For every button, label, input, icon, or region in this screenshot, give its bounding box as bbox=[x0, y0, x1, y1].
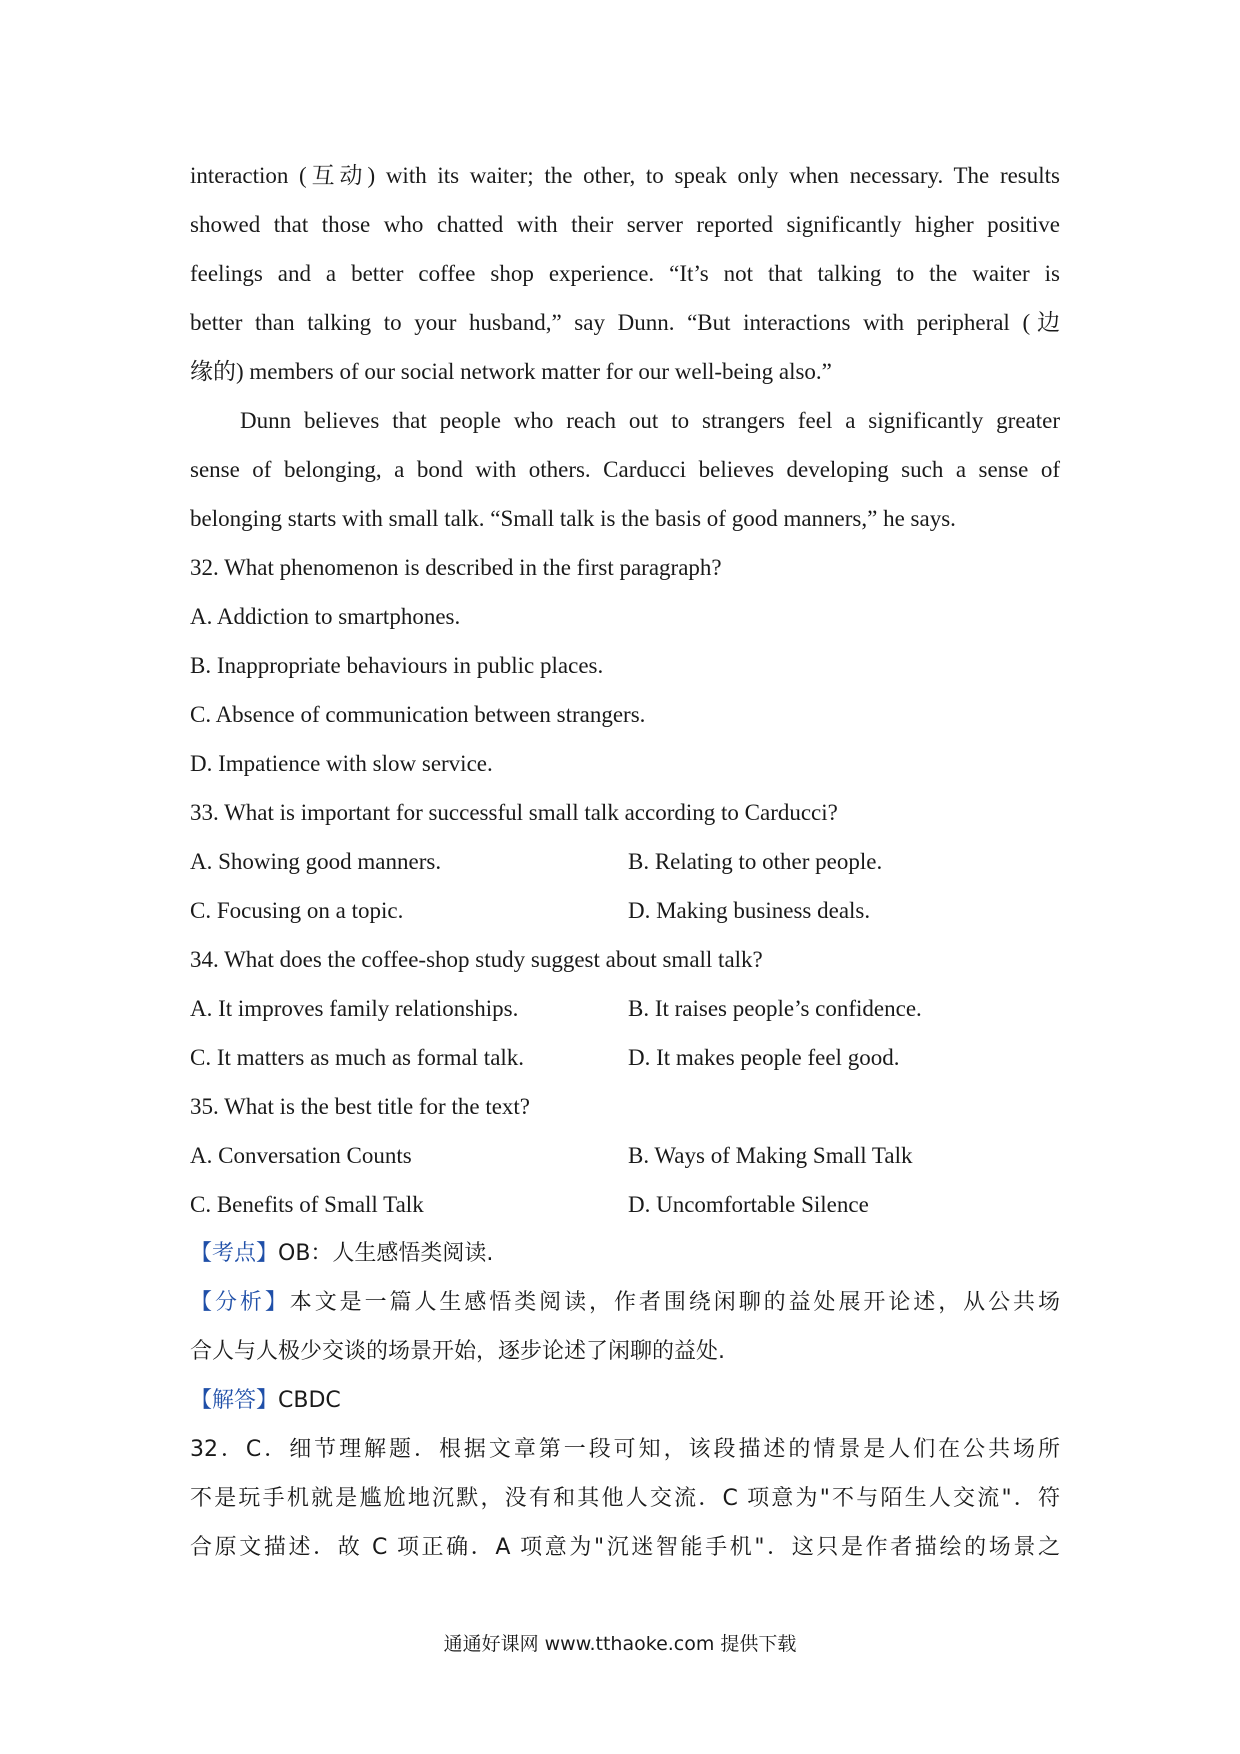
passage-line: better than talking to your husband,” say Dunn. “But interactions with peripheral (边 bbox=[190, 310, 1060, 335]
question-35-options-row bbox=[190, 1189, 1060, 1221]
explanation-line: 不是玩手机就是尴尬地沉默，没有和其他人交流．C 项意为"不与陌生人交流"．符 bbox=[190, 1486, 1060, 1511]
question-35-stem: 35. What is the best title for the text? bbox=[190, 1094, 531, 1119]
passage-line: showed that those who chatted with their server reported significantly higher positive bbox=[190, 212, 1060, 237]
question-34-option-a: A. It improves family relationships. bbox=[190, 996, 519, 1021]
question-32-stem: 32. What phenomenon is described in the first paragraph? bbox=[190, 555, 722, 580]
question-33-options-row bbox=[190, 895, 1060, 927]
question-33-option-b: B. Relating to other people. bbox=[628, 849, 883, 874]
fenxi-tag: 【分析】 bbox=[190, 1290, 290, 1315]
question-35-option-b: B. Ways of Making Small Talk bbox=[628, 1143, 913, 1168]
jieda-tag: 【解答】 bbox=[190, 1388, 279, 1413]
question-34-option-c: C. It matters as much as formal talk. bbox=[190, 1045, 525, 1070]
question-34-option-d: D. It makes people feel good. bbox=[628, 1045, 900, 1070]
kaodian-text: OB：人生感悟类阅读. bbox=[278, 1241, 494, 1266]
kaodian-tag: 【考点】 bbox=[190, 1241, 279, 1266]
analysis-fenxi-cont: 合人与人极少交谈的场景开始，逐步论述了闲聊的益处. bbox=[190, 1339, 725, 1364]
question-32-option-a: A. Addiction to smartphones. bbox=[190, 604, 461, 629]
question-32-option-c: C. Absence of communication between strangers. bbox=[190, 702, 646, 727]
passage-line: interaction (互动) with its waiter; the other, to speak only when necessary. The results bbox=[190, 163, 1060, 188]
explanation-line: 合原文描述．故 C 项正确．A 项意为"沉迷智能手机"．这只是作者描绘的场景之 bbox=[190, 1535, 1060, 1560]
page-footer: 通通好课网 www.tthaoke.com 提供下载 bbox=[443, 1633, 797, 1655]
analysis-fenxi bbox=[190, 1287, 1060, 1319]
question-34-option-b: B. It raises people’s confidence. bbox=[628, 996, 922, 1021]
fenxi-text: 本文是一篇人生感悟类阅读，作者围绕闲聊的益处展开论述，从公共场 bbox=[289, 1290, 1060, 1315]
question-33-option-c: C. Focusing on a topic. bbox=[190, 898, 404, 923]
passage-line: feelings and a better coffee shop experience. “It’s not that talking to the waiter is bbox=[190, 261, 1060, 286]
question-32-option-d: D. Impatience with slow service. bbox=[190, 751, 493, 776]
question-33-option-d: D. Making business deals. bbox=[628, 898, 871, 923]
question-33-stem: 33. What is important for successful small talk according to Carducci? bbox=[190, 800, 838, 825]
question-34-stem: 34. What does the coffee-shop study suggest about small talk? bbox=[190, 947, 763, 972]
analysis-kaodian bbox=[190, 1238, 1060, 1270]
question-35-option-d: D. Uncomfortable Silence bbox=[628, 1192, 869, 1217]
question-35-option-a: A. Conversation Counts bbox=[190, 1143, 412, 1168]
question-32-option-b: B. Inappropriate behaviours in public places. bbox=[190, 653, 604, 678]
question-34-options-row bbox=[190, 1042, 1060, 1074]
passage-line: belonging starts with small talk. “Small talk is the basis of good manners,” he says. bbox=[190, 506, 956, 531]
jieda-text: CBDC bbox=[278, 1388, 341, 1413]
question-33-option-a: A. Showing good manners. bbox=[190, 849, 442, 874]
question-34-options-row bbox=[190, 993, 1060, 1025]
question-35-option-c: C. Benefits of Small Talk bbox=[190, 1192, 424, 1217]
passage-line: sense of belonging, a bond with others. Carducci believes developing such a sense of bbox=[190, 457, 1060, 482]
question-33-options-row bbox=[190, 846, 1060, 878]
analysis-jieda bbox=[190, 1385, 1060, 1417]
passage-line: 缘的) members of our social network matter for our well-being also.” bbox=[190, 359, 832, 384]
passage-line: Dunn believes that people who reach out to strangers feel a significantly greater bbox=[240, 408, 1060, 433]
explanation-line: 32．C．细节理解题．根据文章第一段可知，该段描述的情景是人们在公共场所 bbox=[190, 1437, 1060, 1462]
question-35-options-row bbox=[190, 1140, 1060, 1172]
